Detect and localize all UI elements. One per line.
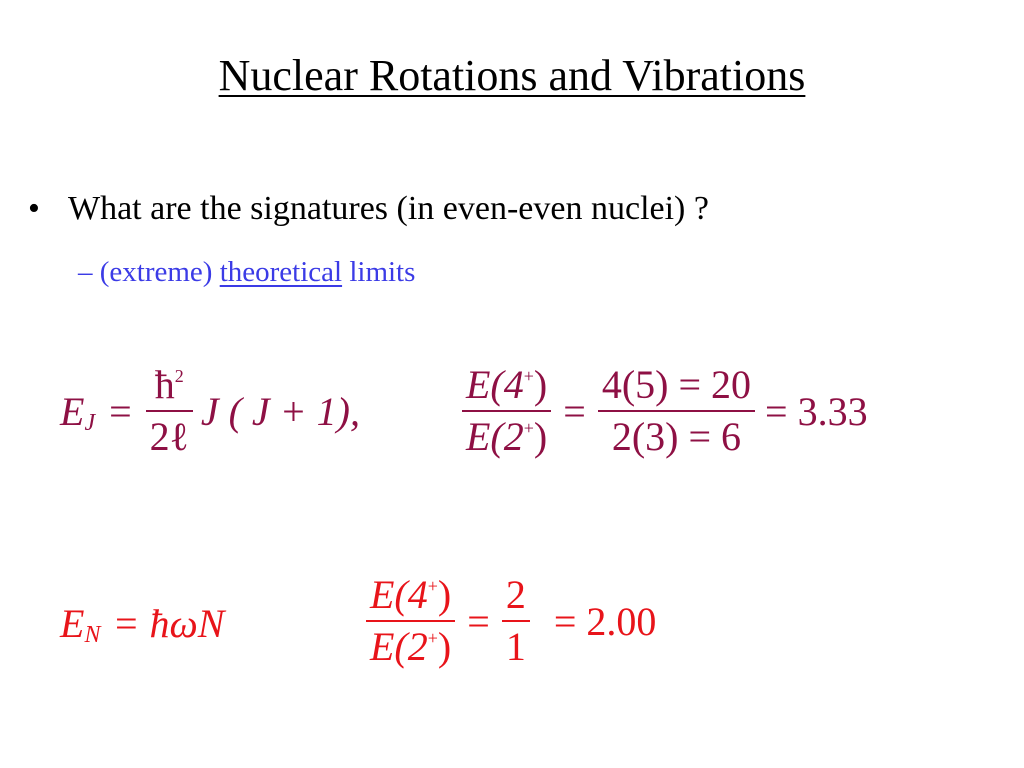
subbullet-pre: (extreme)	[99, 256, 213, 288]
rotor-ratio-num-sup: +	[523, 366, 534, 386]
vibrator-rhs: = ħωN	[112, 601, 225, 646]
vibrator-ratio-num-sup: +	[427, 576, 438, 596]
rotor-ratio-fraction: $\frac{E(4^+)}{E(2^+)}$	[462, 362, 551, 460]
subbullet-post: limits	[349, 256, 416, 288]
rotor-energy-equation	[60, 362, 360, 460]
vibrator-ratio-mid-fraction	[502, 572, 530, 670]
rotor-frac-num: ħ	[154, 362, 175, 407]
subbullet-item	[78, 256, 415, 289]
slide-title: Nuclear Rotations and Vibrations	[218, 51, 806, 100]
rotor-equals: =	[109, 388, 132, 434]
bullet-marker: •	[28, 190, 40, 227]
subbullet-underlined: theoretical	[219, 256, 343, 288]
rotor-ratio-num: E(4	[466, 362, 524, 407]
rotor-ratio-result: = 3.33	[765, 388, 868, 434]
vibrator-ratio-den: E(2	[370, 624, 428, 669]
rotor-ratio-mid-fraction	[598, 362, 755, 460]
vibrator-ratio-fraction: $\frac{E(4^+)}{E(2^+)}$	[366, 572, 455, 670]
rotor-frac-den: 2ℓ	[149, 414, 189, 459]
rotor-ratio-mid-num: 4(5) = 20	[601, 362, 752, 407]
rotor-ratio-den: E(2	[466, 414, 524, 459]
rotor-fraction	[146, 362, 193, 460]
rotor-ratio-mid-den: 2(3) = 6	[611, 414, 742, 459]
rotor-ratio-equation: $\frac{E(4^+)}{E(2^+)}$ = $\frac{4(5) = 20}{2(3) = 6}$ = 3.33	[462, 362, 868, 460]
bullet-item	[28, 190, 709, 228]
vibrator-lhs: E	[60, 601, 85, 646]
vibrator-ratio-equation: $\frac{E(4^+)}{E(2^+)}$ = $\frac{2}{1}$ = 2.00	[366, 572, 656, 670]
rotor-lhs: E	[60, 388, 85, 434]
rotor-frac-num-sup: 2	[174, 366, 184, 386]
vibrator-energy-equation	[60, 600, 224, 647]
rotor-lhs-sub: J	[84, 409, 96, 436]
subbullet-dash: –	[78, 256, 93, 288]
vibrator-ratio-mid-num: 2	[505, 572, 526, 617]
rotor-rhs: J ( J + 1),	[200, 388, 360, 434]
vibrator-ratio-num: E(4	[370, 572, 428, 617]
vibrator-ratio-result: = 2.00	[553, 598, 657, 644]
vibrator-lhs-sub: N	[84, 622, 101, 648]
bullet-text: What are the signatures (in even-even nuclei) ?	[68, 190, 709, 227]
rotor-ratio-den-sup: +	[523, 418, 534, 438]
vibrator-ratio-den-sup: +	[427, 628, 438, 648]
vibrator-ratio-mid-den: 1	[505, 624, 526, 669]
